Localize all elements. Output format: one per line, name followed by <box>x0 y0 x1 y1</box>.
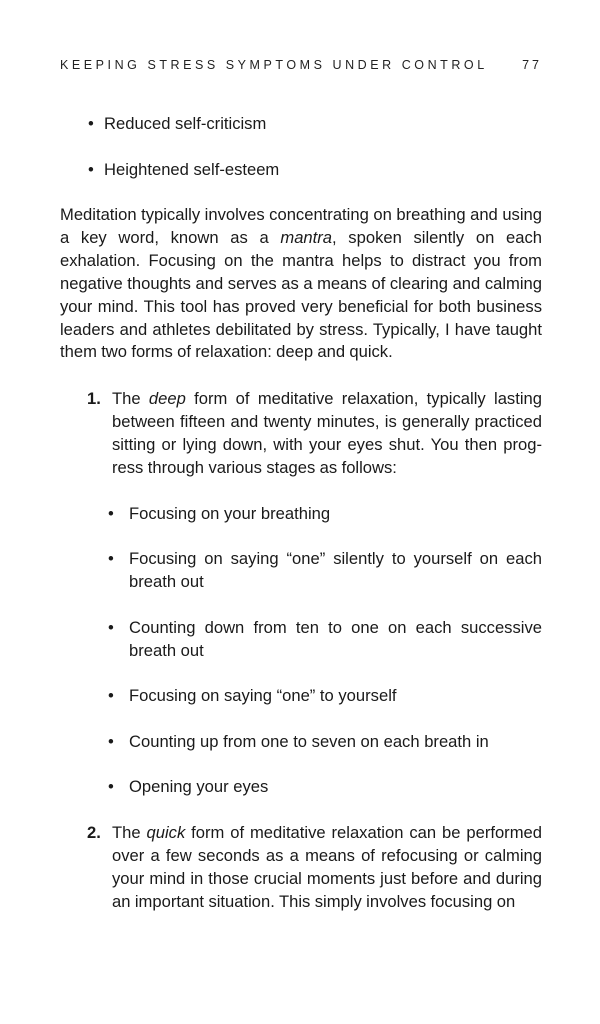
item-italic-term: deep <box>148 389 186 408</box>
bullet-icon: • <box>108 686 114 706</box>
list-item <box>108 731 542 754</box>
item-italic-term: quick <box>146 823 186 843</box>
list-item-text: Counting down from ten to one on each successive breath out <box>129 617 542 660</box>
item-text-end: form of meditative relaxation can be performed over a few seconds as a means of refocusing or calming your mind in those crucial moments just before and during an important situation. This simply involves focusing on <box>112 823 542 912</box>
bullet-icon: • <box>88 114 94 133</box>
numbered-item-quick <box>87 822 542 914</box>
running-head <box>60 56 542 74</box>
numbered-item-deep <box>87 388 542 799</box>
paragraph-text-end: , spoken silently on each exhalation. Focusing on the mantra helps to distract you from negative thoughts and serves as a means of clearing and calming your mind. This tool has proved very beneficial for both business leaders and athletes debilitated by stress. Typically, I have taught them two forms of relaxation: deep and quick. <box>60 227 542 362</box>
list-item <box>88 159 542 182</box>
list-item <box>108 617 542 663</box>
item-text-start: The <box>112 823 147 843</box>
list-item-text: Focusing on saying “one” silently to yourself on each breath out <box>129 549 542 592</box>
list-item <box>108 548 542 594</box>
body-paragraph <box>60 204 542 364</box>
stage-list <box>108 503 542 800</box>
top-bullet-list <box>88 113 542 205</box>
bullet-icon: • <box>108 731 114 751</box>
item-body <box>112 822 542 914</box>
bullet-icon: • <box>108 503 114 523</box>
bullet-icon: • <box>108 617 114 637</box>
running-head-title: KEEPING STRESS SYMPTOMS UNDER CONTROL <box>60 58 488 72</box>
list-item-text: Focusing on saying “one” to yourself <box>129 686 397 706</box>
bullet-icon: • <box>88 159 94 179</box>
item-text-start: The <box>112 389 149 408</box>
list-item-text: Counting up from one to seven on each breath in <box>129 731 489 751</box>
bullet-icon: • <box>108 777 114 797</box>
list-item-text: Reduced self-criticism <box>104 114 267 133</box>
list-item <box>88 113 542 136</box>
list-item <box>108 503 542 526</box>
list-item-text: Focusing on your breathing <box>129 503 331 523</box>
item-body <box>112 388 542 480</box>
page-number: 77 <box>522 58 542 72</box>
paragraph-text-start: Meditation typically involves concentrating on breathing and using a key word, known as a <box>60 205 542 247</box>
numbered-list <box>87 388 542 914</box>
list-item <box>108 685 542 708</box>
item-number: 2. <box>87 823 101 843</box>
list-item-text: Heightened self-esteem <box>104 159 280 179</box>
paragraph-italic-term: mantra <box>280 227 333 247</box>
bullet-icon: • <box>108 549 114 569</box>
list-item-text: Opening your eyes <box>129 777 269 797</box>
item-number: 1. <box>87 389 101 408</box>
list-item <box>108 776 542 799</box>
item-text-end: form of meditative relaxation, typically lasting between fifteen and twenty minutes, is generally practiced sitting or lying down, with your eyes shut. You then progress through various stages as follows: <box>112 389 542 477</box>
